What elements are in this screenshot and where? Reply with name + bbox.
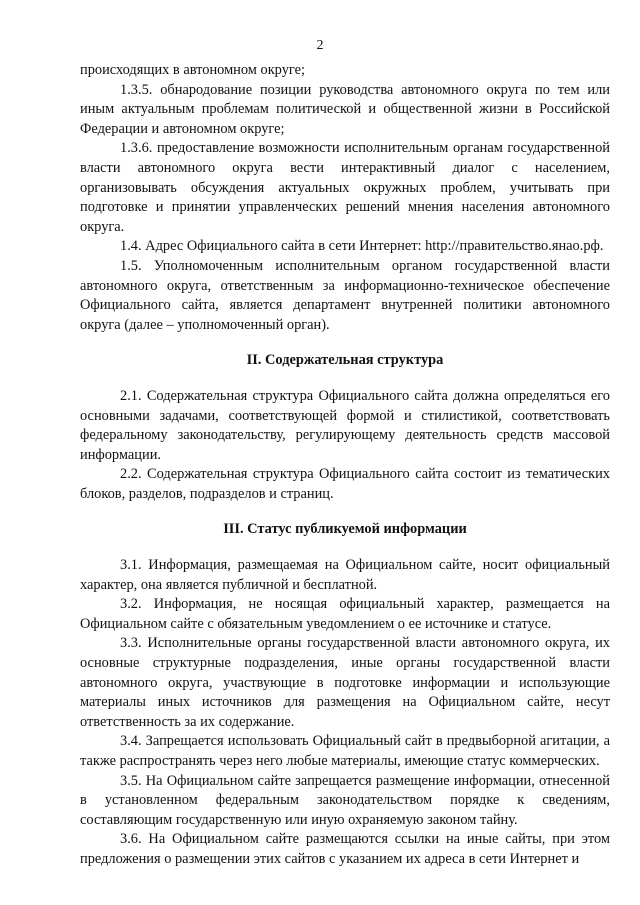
section-heading-3: III. Статус публикуемой информации xyxy=(223,521,467,538)
paragraph-2-1: 2.1. Содержательная структура Официального сайта должна определяться его основными задачами, соответствующей формой и стилистикой, соответствовать федеральному законодательству, регулирующему деятельность средств массовой информации. xyxy=(80,387,610,463)
paragraph-1-4: 1.4. Адрес Официального сайта в сети Интернет: http://правительство.янао.рф. xyxy=(120,238,604,255)
paragraph-3-4: 3.4. Запрещается использовать Официальный сайт в предвыборной агитации, а также распространять через него любые материалы, имеющие статус коммерческих. xyxy=(80,733,610,769)
page-number: 2 xyxy=(316,38,324,53)
paragraph-3-1: 3.1. Информация, размещаемая на Официальном сайте, носит официальный характер, она является публичной и бесплатной. xyxy=(80,557,610,593)
paragraph-continuation: происходящих в автономном округе; xyxy=(80,62,305,78)
paragraph-3-6: 3.6. На Официальном сайте размещаются ссылки на иные сайты, при этом предложения о размещении этих сайтов с указанием их адреса в сети Интернет и xyxy=(80,831,610,867)
document-body xyxy=(80,61,610,870)
paragraph-3-5: 3.5. На Официальном сайте запрещается размещение информации, отнесенной в установленном федеральным законодательством порядке к сведениям, составляющим государственную или иную охраняемую законом тайну. xyxy=(80,772,610,828)
paragraph-2-2: 2.2. Содержательная структура Официального сайта состоит из тематических блоков, разделов, подразделов и страниц. xyxy=(80,466,610,502)
paragraph-1-5: 1.5. Уполномоченным исполнительным органом государственной власти автономного округа, ответственным за информационно-техническое обеспечение Официального сайта, является департамент внутренней политики автономного округа (далее – уполномоченный орган). xyxy=(80,257,610,333)
paragraph-3-2: 3.2. Информация, не носящая официальный характер, размещается на Официальном сайте с обязательным уведомлением о ее источнике и статусе. xyxy=(80,596,610,632)
paragraph-1-3-5: 1.3.5. обнародование позиции руководства автономного округа по тем или иным актуальным проблемам политической и общественной жизни в Российской Федерации и автономном округе; xyxy=(80,81,610,137)
paragraph-1-3-6: 1.3.6. предоставление возможности исполнительным органам государственной власти автономного округа вести интерактивный диалог с населением, организовывать обсуждения актуальных окружных проблем, учитывать при подготовке и принятии управленческих решений мнения населения автономного округа. xyxy=(80,140,610,235)
section-heading-2: II. Содержательная структура xyxy=(246,352,444,369)
paragraph-3-3: 3.3. Исполнительные органы государственной власти автономного округа, их основные структурные подразделения, иные органы государственной власти автономного округа, участвующие в подготовке информации и использующие материалы иных источников для размещения на Официальном сайте, несут ответственность за их содержание. xyxy=(80,635,610,730)
